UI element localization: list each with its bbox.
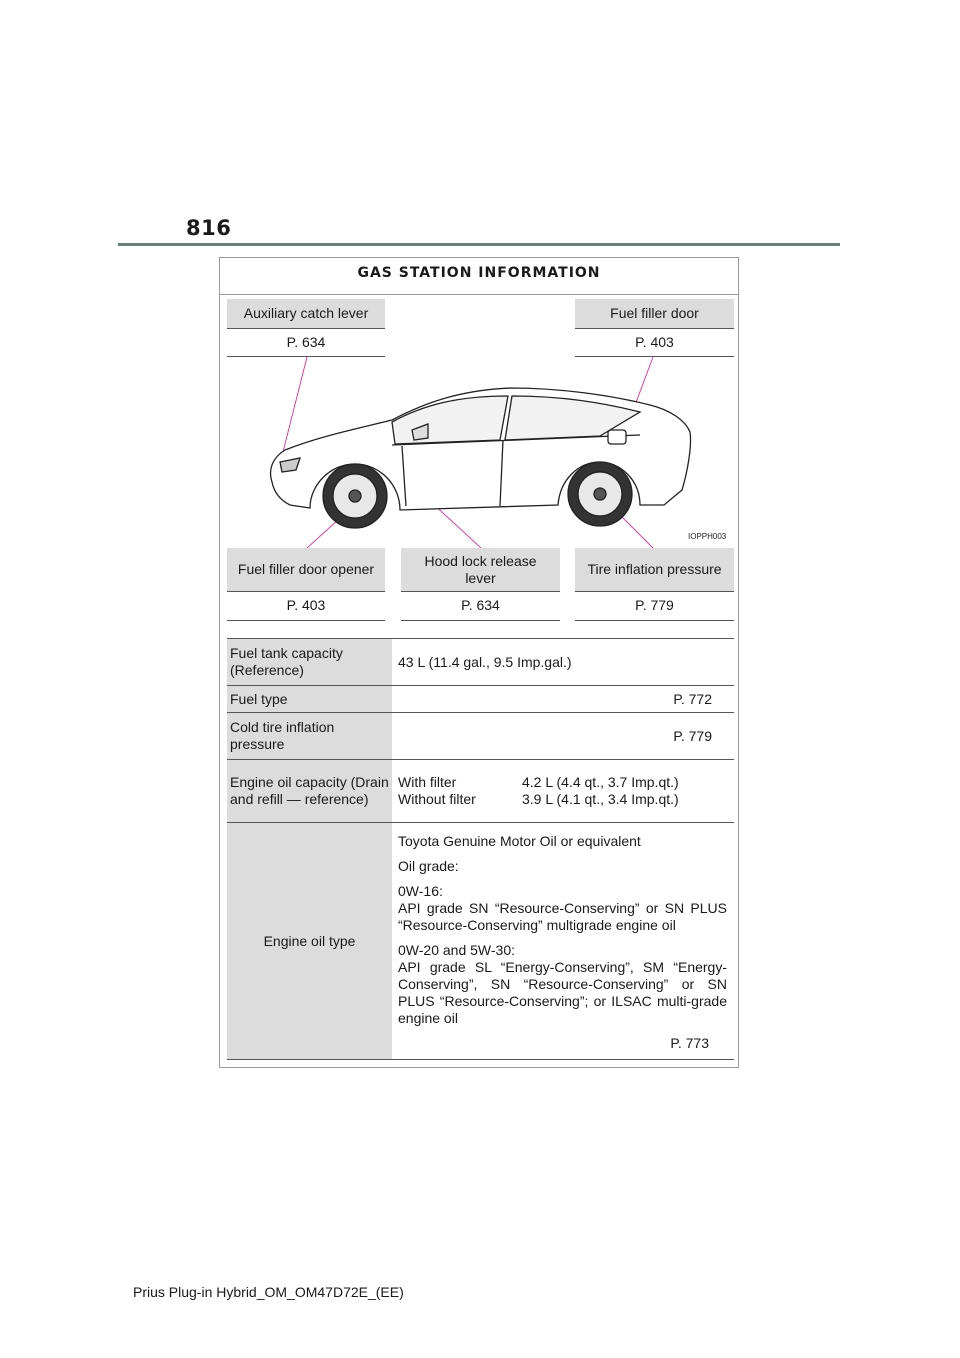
callout-auxiliary-catch-lever: Auxiliary catch lever	[227, 299, 385, 329]
grade1-title: 0W-16:	[398, 882, 443, 899]
fuel-tank-value: 43 L (11.4 gal., 9.5 Imp.gal.)	[392, 639, 734, 686]
callout-fuel-filler-door: Fuel filler door	[575, 299, 734, 329]
ref-hood-lock-release-lever: P. 634	[401, 592, 560, 621]
fuel-type-label: Fuel type	[227, 686, 392, 713]
without-filter-label: Without filter	[398, 791, 476, 807]
callout-tire-inflation-pressure: Tire inflation pressure	[575, 548, 734, 592]
without-filter-value: 3.9 L (4.1 qt., 3.4 Imp.qt.)	[522, 791, 679, 807]
grade2-title: 0W-20 and 5W-30:	[398, 941, 515, 958]
page-number: 816	[186, 216, 232, 240]
footer-document-id: Prius Plug-in Hybrid_OM_OM47D72E_(EE)	[133, 1284, 404, 1300]
cold-tire-label: Cold tire inflation pressure	[227, 713, 392, 760]
fuel-type-value: P. 772	[392, 686, 734, 713]
ref-fuel-filler-door-opener: P. 403	[227, 592, 385, 621]
table-row	[227, 760, 734, 823]
ref-auxiliary-catch-lever: P. 634	[227, 329, 385, 357]
oil-type-line1: Toyota Genuine Motor Oil or equivalent	[398, 832, 641, 849]
with-filter-value: 4.2 L (4.4 qt., 3.7 Imp.qt.)	[522, 774, 679, 790]
cold-tire-value: P. 779	[392, 713, 734, 760]
fuel-tank-label: Fuel tank capacity (Reference)	[227, 639, 392, 686]
grade1-text: API grade SN “Resource-Conserving” or SN PLUS “Resource-Conserving” multigrade engine oil	[398, 899, 727, 933]
table-row	[227, 823, 734, 1060]
table-row	[227, 639, 734, 686]
grade2-text: API grade SL “Energy-Conserving”, SM “Energy-Conserving”, SN “Resource-Conserving” or SN PLUS “Resource-Conserving”; or ILSAC multi-grade engine oil	[398, 958, 727, 1026]
oil-type-label: Engine oil type	[227, 823, 392, 1060]
spec-table	[227, 638, 734, 1060]
callout-fuel-filler-door-opener: Fuel filler door opener	[227, 548, 385, 592]
oil-type-value	[392, 823, 734, 1060]
table-row	[227, 686, 734, 713]
table-row	[227, 713, 734, 760]
oil-capacity-value	[392, 760, 734, 823]
section-title: GAS STATION INFORMATION	[220, 258, 738, 295]
oil-capacity-label: Engine oil capacity (Drain and refill — reference)	[227, 760, 392, 823]
oil-type-line2: Oil grade:	[398, 857, 459, 874]
ref-fuel-filler-door: P. 403	[575, 329, 734, 357]
image-code: IOPPH003	[688, 532, 727, 541]
oil-type-ref: P. 773	[670, 1034, 709, 1051]
callout-hood-lock-release-lever: Hood lock release lever	[401, 548, 560, 592]
ref-tire-inflation-pressure: P. 779	[575, 592, 734, 621]
header-rule	[118, 243, 840, 246]
with-filter-label: With filter	[398, 774, 457, 790]
